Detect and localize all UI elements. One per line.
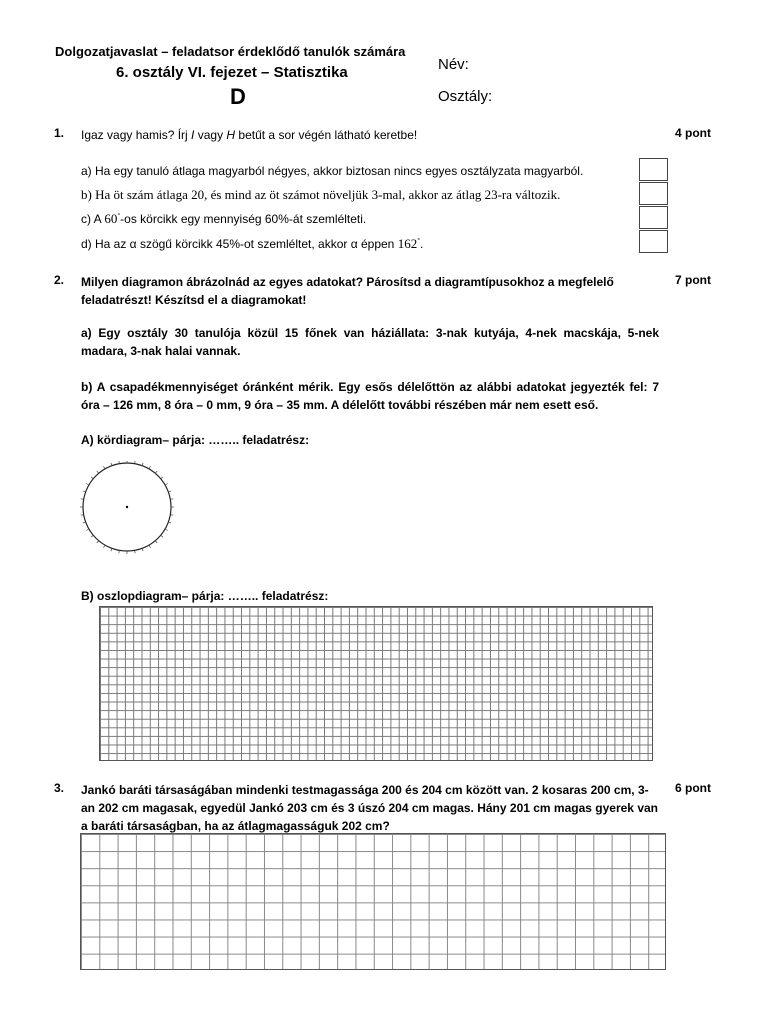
degree-tick — [83, 491, 86, 492]
bar-chart-label: B) oszlopdiagram– párja: …….. feladatrész: — [81, 589, 329, 603]
answer-box-c[interactable] — [639, 206, 668, 229]
degree-tick — [155, 471, 157, 473]
degree-tick — [97, 471, 99, 473]
degree-tick — [149, 466, 151, 469]
degree-tick — [104, 545, 106, 548]
degree-symbol: ° — [117, 213, 121, 220]
degree-tick — [168, 491, 171, 492]
degree-tick — [155, 541, 157, 543]
q1-item-d — [81, 236, 423, 252]
bar-chart-grid[interactable] — [99, 606, 653, 761]
q1-text — [81, 126, 659, 144]
degree-tick — [86, 529, 89, 531]
degree-symbol: ° — [417, 238, 420, 245]
degree-tick — [97, 541, 99, 543]
answer-box-d[interactable] — [639, 230, 668, 253]
class-label: Osztály: — [438, 88, 493, 105]
degree-tick — [161, 535, 163, 537]
q1-item-d-angle: 162 — [397, 236, 418, 251]
worksheet-subtitle: Dolgozatjavaslat – feladatsor érdeklődő tanulók számára — [55, 44, 406, 59]
q1-item-c-angle: 60 — [104, 211, 118, 226]
q1-number: 1. — [54, 126, 65, 140]
pie-chart-circle[interactable] — [78, 461, 178, 555]
answer-box-b[interactable] — [639, 182, 668, 205]
answer-grid[interactable] — [80, 833, 666, 970]
worksheet-group: D — [230, 84, 246, 109]
degree-tick — [142, 463, 143, 466]
q1-item-c-part: c) A — [81, 212, 105, 226]
q2-text-line: feladatrészt! Készítsd el a diagramokat! — [81, 293, 307, 307]
q1-item-a: a) Ha egy tanuló átlaga magyarból négyes, akkor biztosan nincs egyes osztályzata magyarból. — [81, 164, 584, 178]
degree-tick — [91, 535, 93, 537]
degree-tick — [83, 522, 86, 523]
degree-tick — [104, 466, 106, 469]
q1-item-d-part: d) Ha az α szögű körcikk 45%-ot szemléltet, akkor α éppen — [81, 237, 398, 251]
q1-item-b: b) Ha öt szám átlaga 20, és mind az öt számot növeljük 3-mal, akkor az átlag 23-ra változik. — [81, 187, 561, 202]
q2-part-b: b) A csapadékmennyiséget óránként mérik. Egy esős délelőttön az alábbi adatokat jegyezték fel: 7 óra – 126 mm, 8 óra – 0 mm, 9 óra – 35 mm. A délelőtt további részében már nem esett eső. — [81, 380, 659, 412]
name-label: Név: — [438, 56, 469, 73]
degree-tick — [111, 463, 112, 466]
degree-tick — [149, 545, 151, 548]
q1-text-part: vagy — [194, 128, 227, 142]
degree-tick — [142, 548, 143, 551]
q3-points: 6 pont — [675, 781, 711, 795]
q1-item-d-part: . — [420, 237, 424, 251]
q1-item-c-part: -os körcikk egy mennyiség 60%-át szemlélteti. — [120, 212, 367, 226]
q3-text-line: a baráti társaságban, ha az átlagmagasságuk 202 cm? — [81, 819, 390, 833]
degree-tick — [161, 477, 163, 479]
degree-tick — [165, 484, 168, 486]
q3-text — [81, 781, 659, 835]
degree-tick — [168, 522, 171, 523]
degree-tick — [165, 529, 168, 531]
q3-text-line: an 202 cm magasak, egyedül Jankó 203 cm és 3 úszó 204 cm magas. Hány 201 cm magas gyerek van — [81, 801, 658, 815]
q3-number: 3. — [54, 781, 65, 795]
worksheet-title: 6. osztály VI. fejezet – Statisztika — [116, 64, 348, 81]
q2-number: 2. — [54, 273, 65, 287]
q2-text — [81, 273, 659, 309]
q2-points: 7 pont — [675, 273, 711, 287]
degree-tick — [111, 548, 112, 551]
q1-text-i: I — [191, 128, 195, 142]
pie-chart-label: A) kördiagram– párja: …….. feladatrész: — [81, 433, 310, 447]
answer-box-a[interactable] — [639, 158, 668, 181]
q1-item-c — [81, 211, 366, 227]
q2-text-line: Milyen diagramon ábrázolnád az egyes adatokat? Párosítsd a diagramtípusokhoz a megfelelő — [81, 275, 614, 289]
circle-center-dot — [126, 506, 128, 508]
q1-points: 4 pont — [675, 126, 711, 140]
q2-part-a: a) Egy osztály 30 tanulója közül 15 főnek van háziállata: 3-nak kutyája, 4-nek macskája, 5-nek madara, 3-nak halai vannak. — [81, 326, 659, 358]
degree-tick — [91, 477, 93, 479]
q1-text-h: H — [226, 128, 236, 142]
q1-text-part: betűt a sor végén látható keretbe! — [235, 128, 418, 142]
q1-text-part: Igaz vagy hamis? Írj — [81, 128, 192, 142]
q3-text-line: Jankó baráti társaságában mindenki testmagassága 200 és 204 cm között van. 2 kosaras 200 cm, 3- — [81, 783, 649, 797]
degree-tick — [86, 484, 89, 486]
